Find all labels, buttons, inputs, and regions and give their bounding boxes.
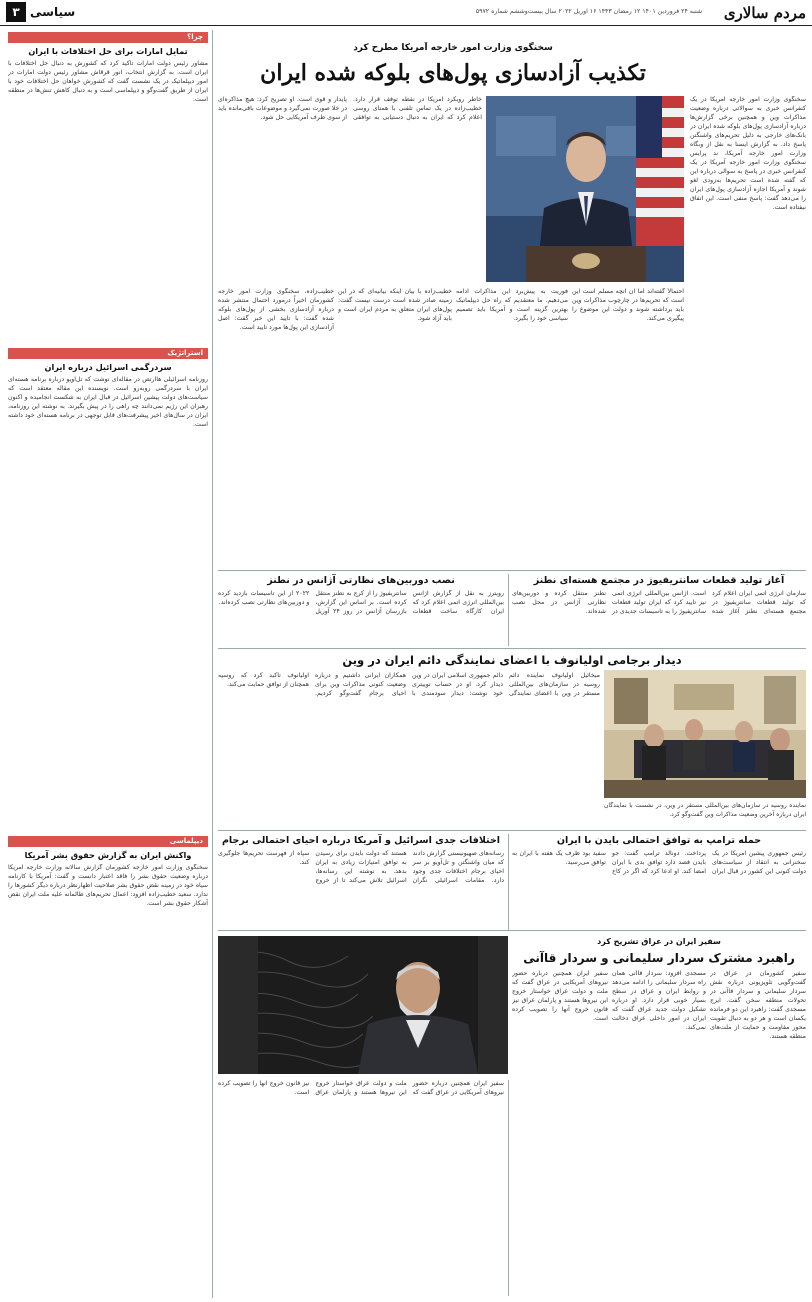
- masjedi-body-1: سفیر کشورمان در عراق در گفت‌وگویی تلویزیونی درباره نقش سردار سلیمانی و سردار قاآنی در تحولات منطقه سخن گفت. ایرج مسجدی گفت: راهبرد این دو فرمانده یکسان است و هر دو به دنبال تقویت محور مقاومت و حمایت از ملت‌های منطقه هستند.: [710, 970, 806, 1040]
- ulyanov-body: میخائیل اولیانوف نماینده دائم روسیه در سازمان‌های بین‌المللی مستقر در وین با اعضای نمایندگی دائم جمهوری اسلامی ایران در وین دیدار کرد. او در حساب توییتری خود نوشت: دیدار سودمندی با همکاران ایرانی داشتیم و درباره وضعیت کنونی مذاکرات وین برای احیای برجام گفت‌وگو کردیم. اولیانوف تاکید کرد که روسیه همچنان از توافق حمایت می‌کند.: [218, 672, 600, 697]
- ulyanov-caption: نماینده روسیه در سازمان‌های بین‌المللی مستقر در وین، در نشست با نمایندگان ایران درباره آخرین وضعیت مذاکرات وین گفت‌وگو کرد.: [604, 802, 806, 818]
- section-name: سیاسی: [30, 5, 76, 19]
- trump-body: رئیس جمهوری پیشین آمریکا در یک سخنرانی به انتقاد از سیاست‌های دولت کنونی این کشور در قبال ایران پرداخت. دونالد ترامپ گفت: جو بایدن قصد دارد توافق بدی با ایران امضا کند. او ادعا کرد که اگر در کاخ سفید بود ظرف یک هفته با ایران به توافق می‌رسید.: [512, 850, 806, 875]
- masjedi-body-3: سفیر ایران همچنین درباره حضور نیروهای آمریکایی در عراق گفت که ملت و دولت عراق خواستار خروج این نیروها هستند و پارلمان عراق نیز قانون خروج آنها را تصویب کرده است.: [512, 970, 608, 1022]
- lead-headline: تکذیب آزادسازی پول‌های بلوکه شده ایران: [260, 60, 646, 86]
- row2-divider: [508, 574, 509, 646]
- note-title: تمایل امارات برای حل اختلافات با ایران: [28, 46, 188, 56]
- ulyanov-meeting-photo: [604, 670, 806, 798]
- rights-body: سخنگوی وزارت امور خارجه کشورمان گزارش سالانه وزارت خارجه آمریکا درباره وضعیت حقوق بشر را فاقد اعتبار دانست و گفت: آمریکا با کارنامه سیاه خود در زمینه نقض حقوق بشر صلاحیت اظهارنظر درباره دیگر کشورها را ندارد. سعید خطیب‌زاده افزود: اعمال تحریم‌های ظالمانه علیه ملت ایران نقض آشکار حقوق بشر است.: [8, 864, 208, 907]
- israel-label: استراتژیک: [8, 348, 208, 359]
- row4-bottom-rule: [218, 930, 806, 931]
- ulyanov-headline: دیدار برجامی اولیانوف با اعضای نمایندگی دائم ایران در وین: [342, 653, 682, 667]
- lead-body-right: سخنگوی وزارت امور خارجه آمریکا در یک کنفرانس خبری به سوالاتی درباره وضعیت مذاکرات وین و همچنین برخی گزارش‌ها درباره آزادسازی پول‌های بلوکه شده ایران در بانک‌های خارجی به دلیل تحریم‌های واشنگتن پاسخ داد. به گزارش ایسنا به نقل از وبگاه وزارت امور خارجه آمریکا، ند پرایس سخنگوی وزارت امور خارجه آمریکا در یک کنفرانس خبری در پاسخ به سوالی درباره این که گفته شده است تحریم‌ها به‌زودی لغو شوند و آمریکا اجازه آزادسازی پول‌های ایران را می‌دهد گفت: پاسخ منفی است. این اتفاق نیفتاده است.: [690, 96, 806, 211]
- israel-us-body: رسانه‌های صهیونیستی گزارش دادند که میان واشنگتن و تل‌آویو بر سر احیای برجام اختلافات جدی وجود دارد. مقامات اسرائیلی نگران هستند که دولت بایدن برای رسیدن به توافق امتیازات زیادی به ایران بدهد. به نوشته این رسانه‌ها، اسرائیل تلاش می‌کند تا از خروج سپاه از فهرست تحریم‌ها جلوگیری کند.: [218, 850, 504, 884]
- masthead-date-line: شنبه ۲۴ فروردین ۱۴۰۱ ۱۲ رمضان ۱۴۴۳ ۱۶ آوریل ۲۰۲۲ سال بیست‌وششم شماره ۵۹۷۲: [475, 8, 702, 15]
- lead-caption-col: خطیب‌زاده، سخنگوی وزارت امور خارجه کشورمان اخیراً درمورد احتمال منتشر شده درباره آزادسازی بخشی از پول‌های بلوکه شده گفت: با تایید این خبر گفت: اصل آزادسازی این پول‌ها مورد تایید است.: [218, 288, 334, 331]
- ulyanov-bottom-rule: [218, 830, 806, 831]
- left-column-divider: [212, 30, 213, 1298]
- lead-body-low-3: خطیب‌زاده با بیان اینکه بیانیه‌ای که در این زمینه صادر شده است درست نیست گفت: پول‌های ایران متعلق به مردم ایران است و باید آزاد شود.: [338, 288, 452, 322]
- masjedi-divider: [508, 1080, 509, 1296]
- masjedi-headline: راهبرد مشترک سردار سلیمانی و سردار قاآنی: [523, 951, 795, 965]
- trump-headline: حمله ترامپ به توافق احتمالی بایدن با ایران: [556, 835, 762, 846]
- lead-photo-spokesperson: [486, 96, 684, 282]
- camera-body: رویترز به نقل از گزارش آژانس بین‌المللی انرژی اتمی اعلام کرد که ایران کارگاه ساخت قطعات سانتریفیوژ را از کرج به نطنز منتقل کرده است. بر اساس این گزارش، بازرسان آژانس در روز ۲۴ آوریل ۲۰۲۲ از این تاسیسات بازدید کرده و دوربین‌های نظارتی نصب کرده‌اند.: [218, 590, 504, 615]
- israel-body: روزنامه اسرائیلی هاآرتص در مقاله‌ای نوشت که تل‌آویو درباره برنامه هسته‌ای ایران با سردرگمی روبه‌رو است. نویسنده این مقاله معتقد است که سیاست‌های دولت پیشین اسرائیل در قبال ایران به شکست انجامیده و اکنون رهبران این رژیم نمی‌دانند چه راهی را در پیش بگیرند. به نوشته این روزنامه، ایران در سال‌های اخیر پیشرفت‌های قابل توجهی در برنامه هسته‌ای خود داشته است.: [8, 376, 208, 428]
- masjedi-kicker: سفیر ایران در عراق تشریح کرد: [597, 937, 721, 946]
- centrifuge-headline: آغاز تولید قطعات سانتریفیوژ در مجتمع هسته‌ای نطنز: [533, 575, 785, 586]
- row4-divider: [508, 834, 509, 930]
- rights-title: واکنش ایران به گزارش حقوق بشر آمریکا: [24, 850, 192, 860]
- masjedi-photo: [218, 936, 508, 1074]
- lead-body-mid: خاطر رویکرد آمریکا در نقطه توقف قرار دارد. خطیب‌زاده در یک تماس تلفنی با همتای روسی اعلام کرد که ایران به دنبال دستیابی به توافقی پایدار و قوی است. او تصریح کرد: هیچ مذاکره‌ای در خلا صورت نمی‌گیرد و موضوعات باقی‌مانده باید از سوی طرف آمریکایی حل شود.: [218, 96, 482, 121]
- rights-label: دیپلماسی: [8, 836, 208, 847]
- note-body: مشاور رئیس دولت امارات تاکید کرد که کشورش به دنبال حل اختلافات با ایران است. به گزارش انتخاب، انور قرقاش مشاور رئیس دولت امارات در امور دیپلماتیک در یک نشست گفت که کشورش خواهان حل اختلافات خود با ایران از طریق گفت‌وگو و دیپلماسی است و به دنبال کاهش تنش‌ها در منطقه است.: [8, 60, 208, 103]
- lead-bottom-rule: [218, 570, 806, 571]
- lead-body-low-2: فوریت به پیش‌برد این مذاکرات ادامه می‌دهیم. ما معتقدیم که راه حل دیپلماتیک بهترین گزینه است و آمریکا باید تصمیم سیاسی خود را بگیرد.: [456, 288, 568, 322]
- israel-title: سردرگمی اسرائیل درباره ایران: [44, 362, 172, 372]
- lead-body-low-1: احتمالاً گفته‌اند اما آن آنچه مسلم است این است که تحریم‌ها در چارچوب مذاکرات وین باید برداشته شوند و دولت این موضوع را پیگیری می‌کند.: [572, 288, 684, 322]
- note-label: چرا؟: [8, 32, 208, 43]
- page-number: ۳: [6, 2, 26, 22]
- camera-headline: نصب دوربین‌های نظارتی آژانس در نطنز: [267, 575, 455, 586]
- centrifuge-body: سازمان انرژی اتمی ایران اعلام کرد که تولید قطعات سانتریفیوژ در مجتمع هسته‌ای نطنز آغاز شده است. آژانس بین‌المللی انرژی اتمی نیز تایید کرد که ایران تولید قطعات سانتریفیوژ را به تاسیسات جدیدی در نطنز منتقل کرده و دوربین‌های نظارتی آژانس در محل نصب شده‌اند.: [512, 590, 806, 615]
- masjedi-body-2: مسجدی افزود: سردار قاآنی همان راه سردار سلیمانی را ادامه می‌دهد و روابط ایران و عراق در سطح بسیار خوبی قرار دارد. او درباره تشکیل دولت جدید عراق گفت که ایران در امور داخلی عراق دخالت نمی‌کند.: [612, 970, 706, 1031]
- masjedi-body-continued: سفیر ایران همچنین درباره حضور نیروهای آمریکایی در عراق گفت که ملت و دولت عراق خواستار خروج این نیروها هستند و پارلمان عراق نیز قانون خروج آنها را تصویب کرده است.: [218, 1080, 504, 1096]
- masthead-logo: مردم سالاری: [723, 4, 806, 22]
- row2-bottom-rule: [218, 648, 806, 649]
- masthead: [0, 0, 812, 26]
- lead-kicker: سخنگوی وزارت امور خارجه آمریکا مطرح کرد: [353, 43, 553, 53]
- israel-us-headline: اختلافات جدی اسرائیل و آمریکا درباره احیای احتمالی برجام: [221, 835, 501, 846]
